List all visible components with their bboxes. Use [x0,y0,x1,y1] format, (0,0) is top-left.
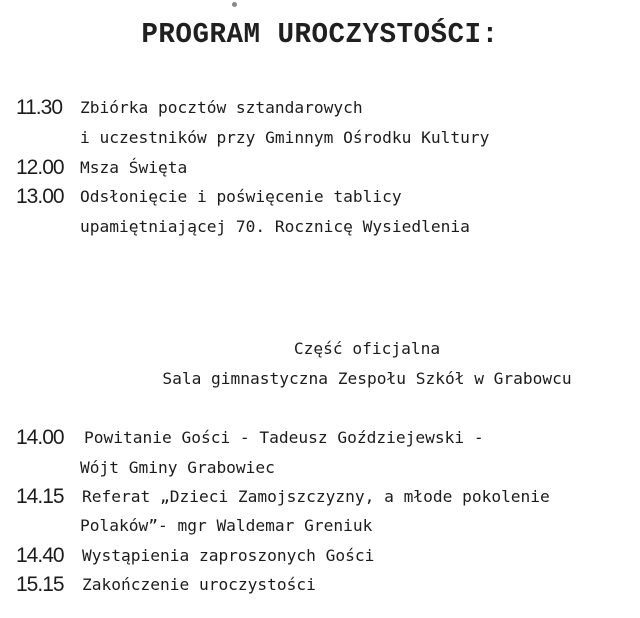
schedule-text-continued: i uczestników przy Gminnym Ośrodku Kultury [80,128,490,147]
schedule-text-continued: upamiętniającej 70. Rocznicę Wysiedlenia [80,217,470,236]
schedule-text-continued: Polaków”- mgr Waldemar Greniuk [80,516,373,535]
official-part-venue: Sala gimnastyczna Zespołu Szkół w Grabowcu [162,369,572,388]
schedule-time: 14.40 [16,544,64,567]
page-title: PROGRAM UROCZYSTOŚCI: [141,18,499,51]
schedule-time: 15.15 [16,573,64,596]
schedule-time: 14.00 [16,426,64,449]
schedule-time: 13.00 [16,185,64,208]
schedule-text: Referat „Dzieci Zamojszczyzny, a młode pokolenie [82,487,550,506]
schedule-item [16,185,636,213]
schedule-text: Msza Święta [80,158,188,177]
schedule-item [16,573,636,601]
schedule-item [16,426,636,454]
schedule-text: Powitanie Gości - Tadeusz Goździejewski - [84,428,484,447]
schedule-text: Zakończenie uroczystości [82,575,316,594]
schedule-item [16,96,636,124]
schedule-time: 11.30 [16,96,62,119]
schedule-time: 14.15 [16,485,64,508]
paper-speck [232,2,237,7]
schedule-text-continued: Wójt Gminy Grabowiec [80,458,275,477]
schedule-item [16,156,636,184]
schedule-text: Odsłonięcie i poświęcenie tablicy [80,187,402,206]
schedule-text: Zbiórka pocztów sztandarowych [80,98,363,117]
official-part-heading: Część oficjalna [293,339,441,358]
schedule-item [16,485,636,513]
schedule-item [16,544,636,572]
schedule-time: 12.00 [16,156,64,179]
schedule-text: Wystąpienia zaproszonych Gości [82,546,375,565]
